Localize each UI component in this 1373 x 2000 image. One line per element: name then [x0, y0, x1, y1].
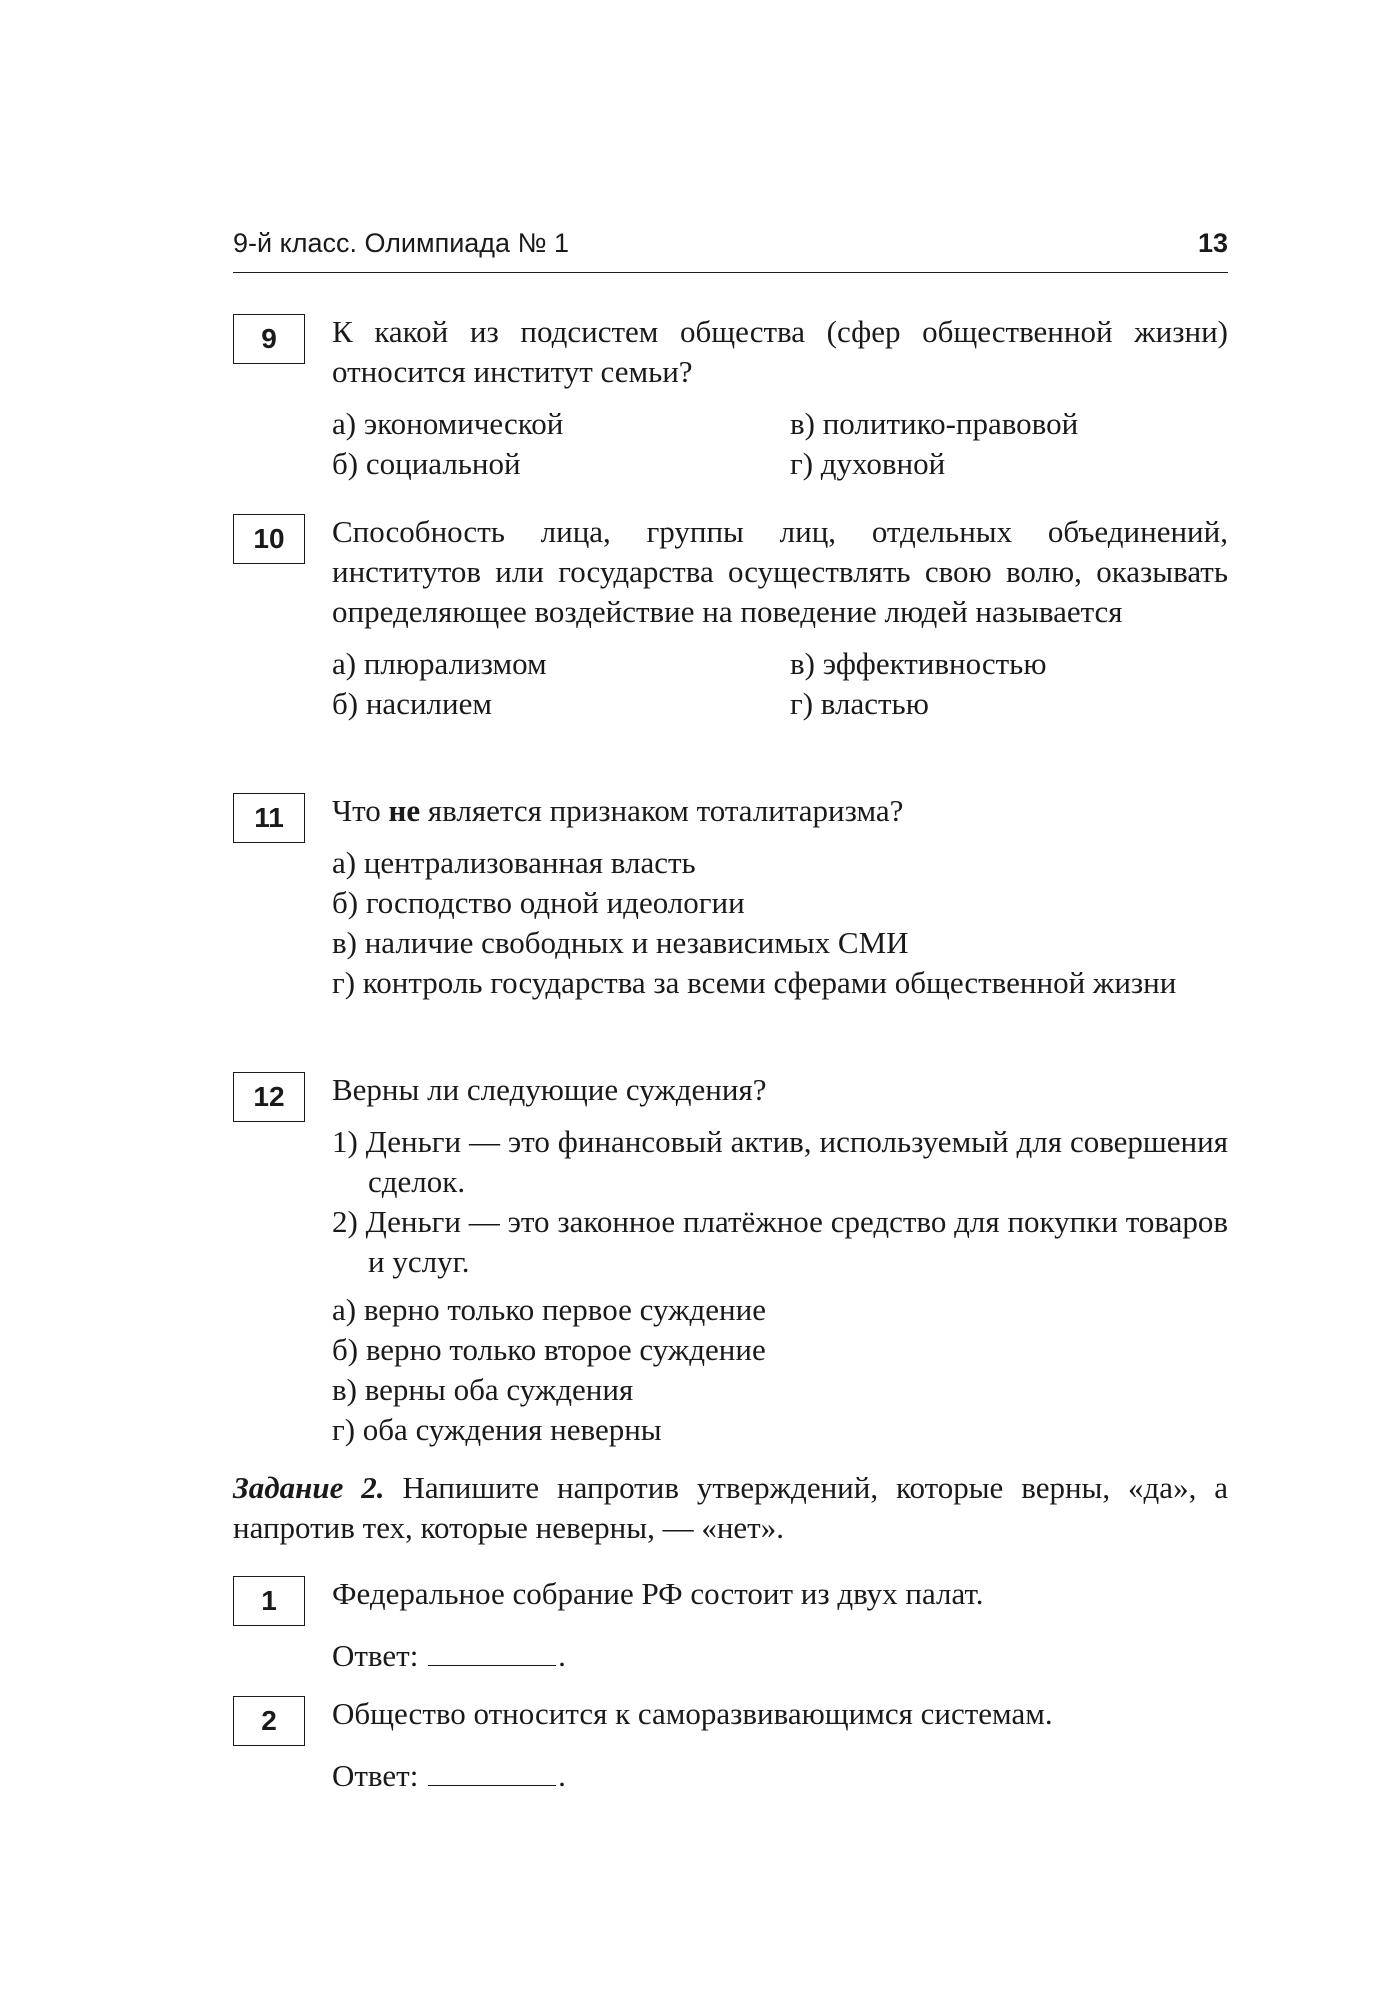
option-v: в) эффективностью — [790, 646, 1047, 681]
question-text: Способность лица, группы лиц, отдельных объединений, институтов или государства осуществлять свою волю, оказывать определяющее воздействие на поведение людей называется — [332, 514, 1228, 629]
option-b: б) социальной — [332, 446, 521, 481]
task-2-instructions — [233, 1468, 1228, 1548]
option-v: в) верны оба суждения — [332, 1372, 634, 1407]
statement-text: Федеральное собрание РФ состоит из двух палат. — [332, 1576, 984, 1611]
answer-row: Ответ: . — [332, 1638, 566, 1673]
answer-label: Ответ: — [332, 1758, 419, 1793]
option-g: г) властью — [790, 686, 929, 721]
page-number: 13 — [1197, 228, 1228, 258]
answer-blank[interactable] — [428, 1759, 556, 1786]
task-text: Напишите напротив утверждений, которые верны, «да», а напротив тех, которые неверны, — «нет». — [233, 1470, 1228, 1545]
option-v: в) наличие свободных и независимых СМИ — [332, 925, 909, 960]
option-a: а) верно только первое суждение — [332, 1292, 766, 1327]
option-a: а) плюрализмом — [332, 646, 547, 681]
question-text-start: Что — [332, 793, 381, 828]
option-g: г) оба суждения неверны — [332, 1412, 662, 1447]
option-v: в) политико-правовой — [790, 406, 1079, 441]
negation-word: не — [388, 793, 421, 828]
answer-options — [332, 843, 1228, 1003]
question-number: 11 — [233, 793, 305, 843]
statement-1: 1) Деньги — это финансовый актив, используемый для совершения сделок. — [332, 1124, 1228, 1199]
statement-number: 2 — [233, 1696, 305, 1746]
question-text: К какой из подсистем общества (сфер общественной жизни) относится институт семьи? — [332, 314, 1228, 389]
answer-options — [332, 404, 1228, 484]
question-number: 10 — [233, 514, 305, 564]
question-number: 12 — [233, 1072, 305, 1122]
answer-options — [332, 644, 1228, 724]
option-b: б) верно только второе суждение — [332, 1332, 766, 1367]
answer-options — [332, 1290, 1228, 1450]
header-title: 9-й класс. Олимпиада № 1 — [233, 228, 570, 258]
question-text-end: является признаком тоталитаризма? — [427, 793, 904, 828]
statement-number: 1 — [233, 1576, 305, 1626]
task-label: Задание 2. — [233, 1470, 385, 1505]
answer-label: Ответ: — [332, 1638, 419, 1673]
answer-row: Ответ: . — [332, 1758, 566, 1793]
question-number: 9 — [233, 314, 305, 364]
option-g: г) контроль государства за всеми сферами общественной жизни — [332, 965, 1177, 1000]
question-text — [332, 791, 1228, 831]
question-text: Верны ли следующие суждения? — [332, 1072, 767, 1107]
option-a: а) экономической — [332, 406, 564, 441]
option-b: б) господство одной идеологии — [332, 885, 745, 920]
statement-text: Общество относится к саморазвивающимся системам. — [332, 1696, 1053, 1731]
option-g: г) духовной — [790, 446, 946, 481]
statement-2: 2) Деньги — это законное платёжное средство для покупки товаров и услуг. — [332, 1204, 1228, 1279]
option-b: б) насилием — [332, 686, 492, 721]
statements — [332, 1122, 1228, 1282]
option-a: а) централизованная власть — [332, 845, 696, 880]
page-header — [233, 228, 1228, 273]
answer-blank[interactable] — [428, 1639, 556, 1666]
